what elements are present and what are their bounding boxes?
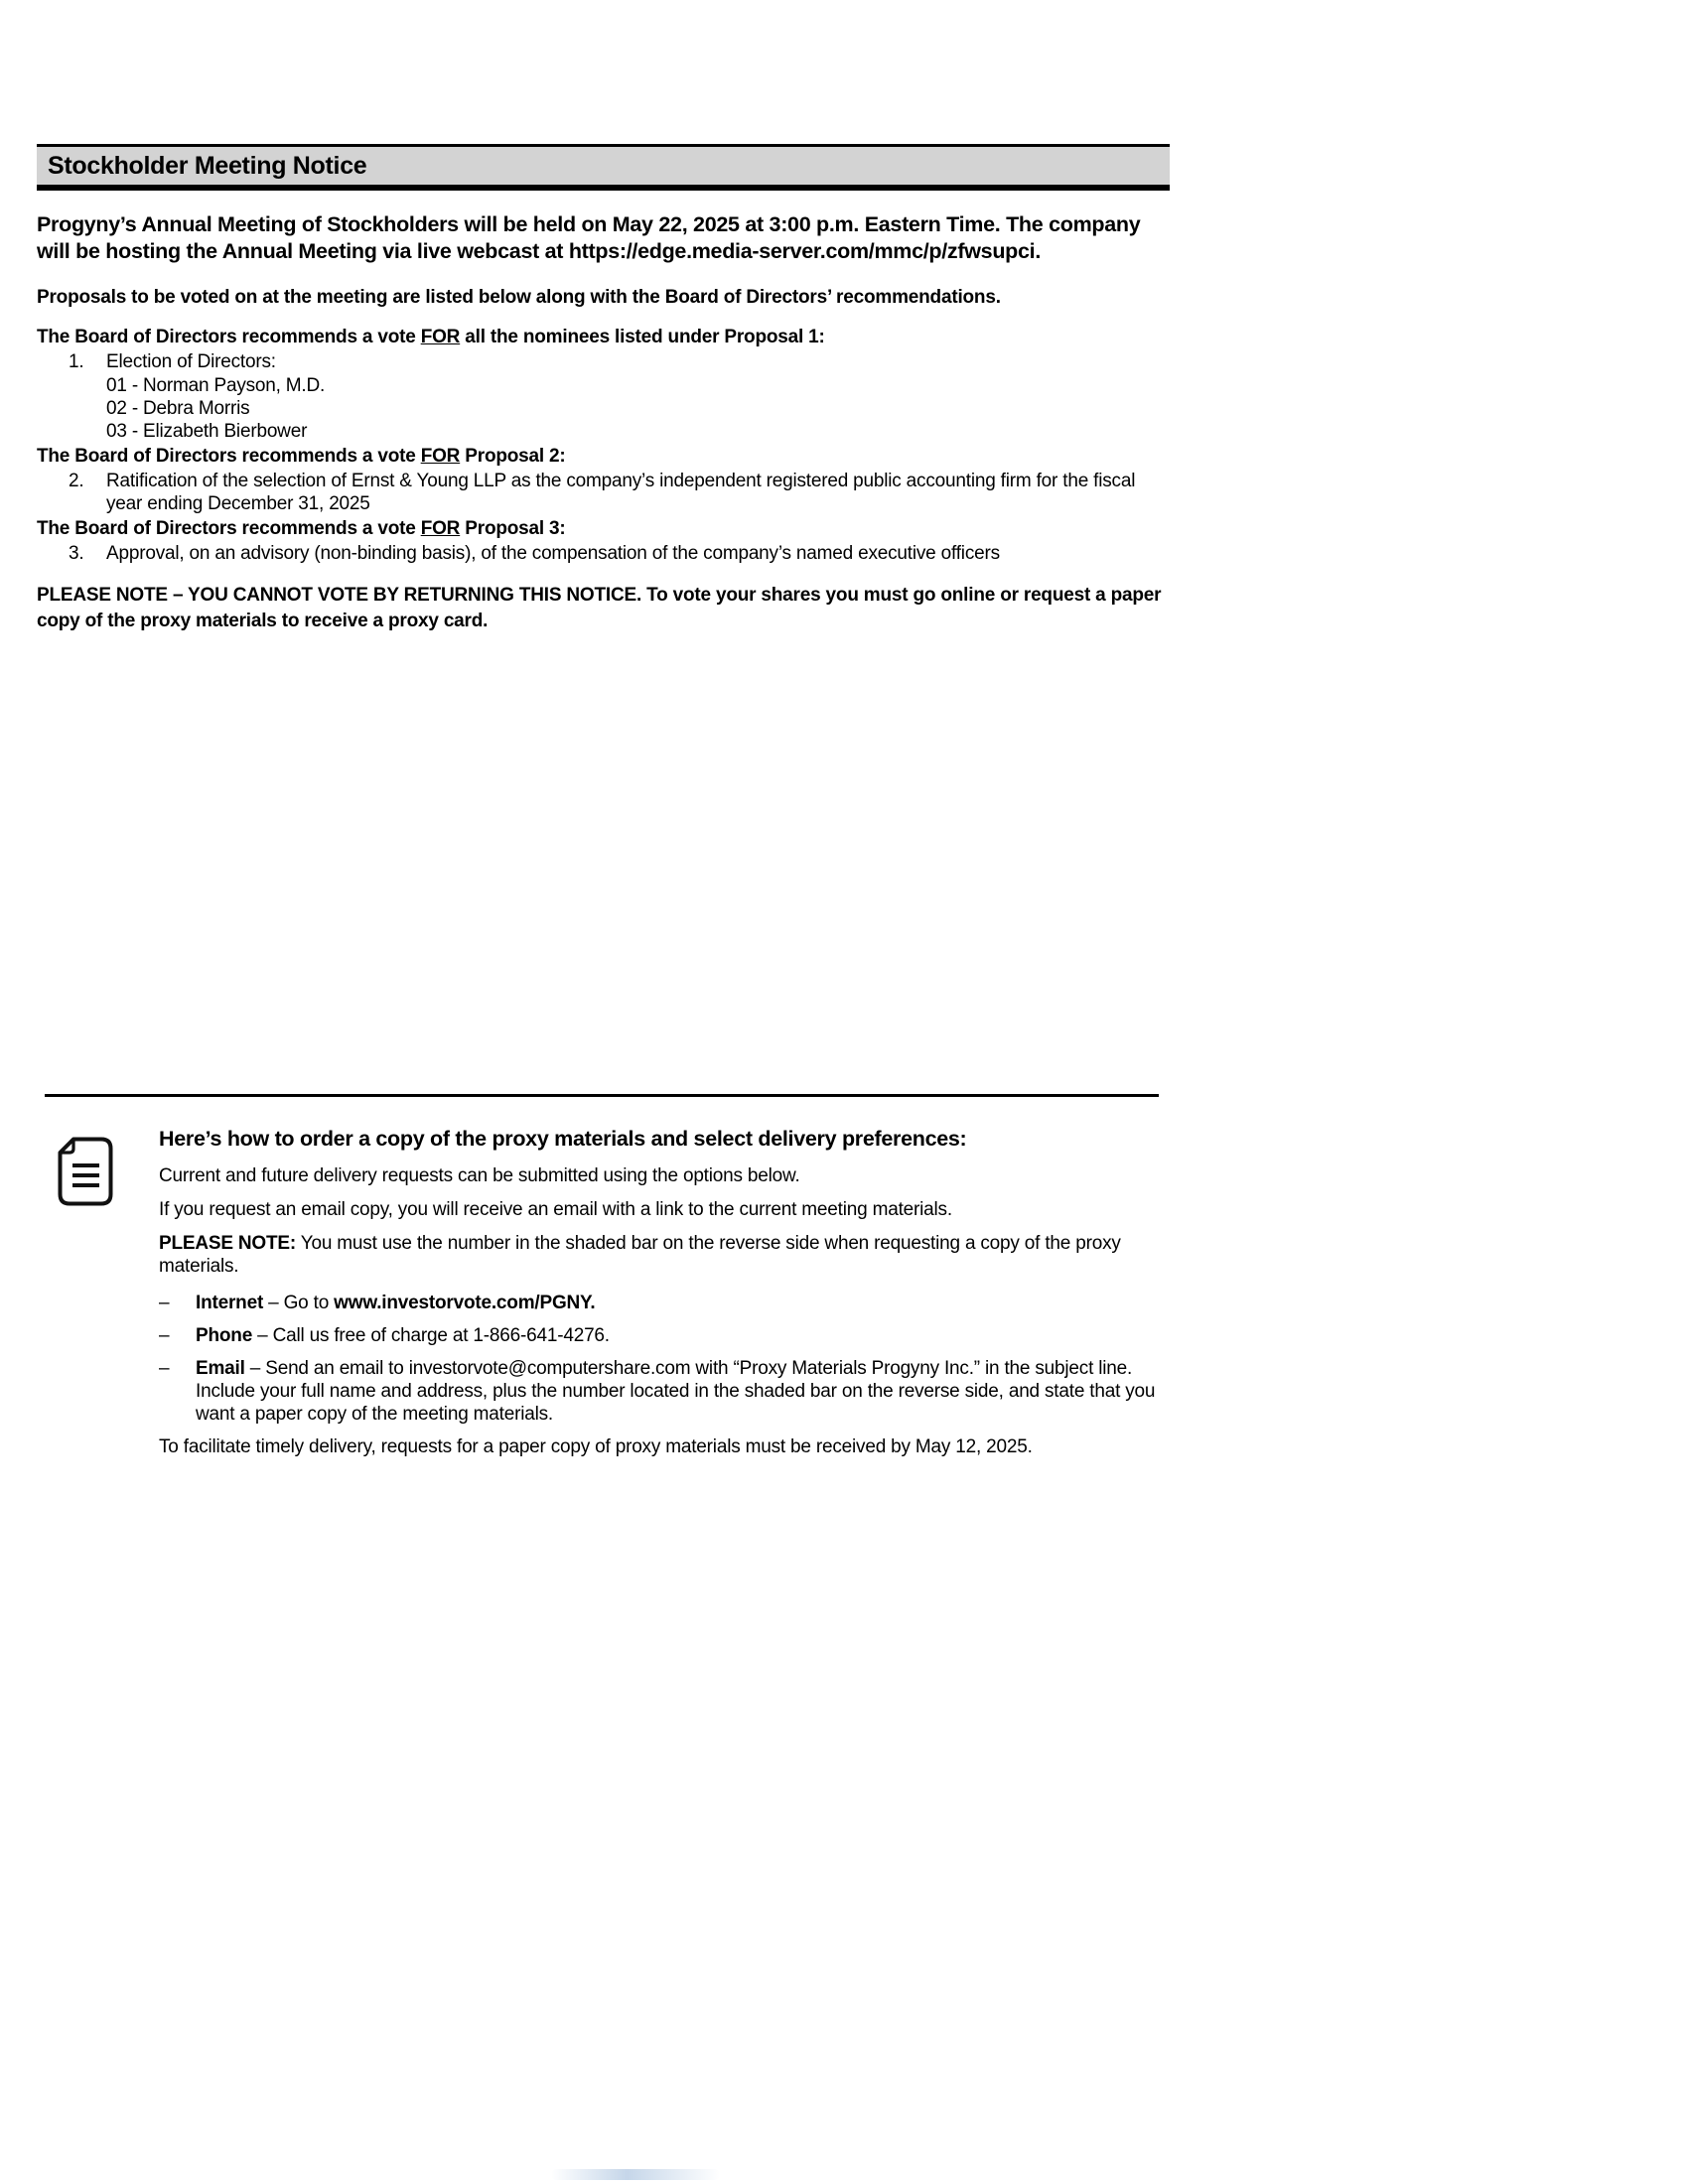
proposal-text: Election of Directors:: [106, 351, 276, 372]
recommendation-text: Proposal 2:: [460, 446, 566, 467]
recommendation-text: Proposal 3:: [460, 518, 566, 539]
order-note-rest: You must use the number in the shaded bar on the reverse side when requesting a copy of the proxy materials.: [159, 1233, 1121, 1277]
proposal-item-2: [37, 470, 1167, 515]
cannot-vote-note-rest: To vote your shares you must go online or request a paper copy of the proxy materials to receive a proxy card.: [37, 585, 1162, 631]
meeting-intro: Progyny’s Annual Meeting of Stockholders will be held on May 22, 2025 at 3:00 p.m. Eastern Time. The company will be hosting the Annual Meeting via live webcast at https://edge.media-server.com/mmc/p/zfwsupci.: [37, 212, 1141, 263]
cannot-vote-note-bold: PLEASE NOTE – YOU CANNOT VOTE BY RETURNING THIS NOTICE.: [37, 585, 642, 606]
option-body: – Go to: [263, 1293, 335, 1313]
vote-for-underline: FOR: [420, 518, 461, 539]
dash-bullet: –: [159, 1293, 170, 1313]
vote-for-underline: FOR: [420, 446, 461, 467]
board-recommendation-3: [37, 517, 1167, 540]
board-recommendation-1: [37, 326, 1167, 348]
order-materials-section: [57, 1128, 1167, 1469]
order-line-2: If you request an email copy, you will receive an email with a link to the current meeting materials.: [159, 1199, 952, 1220]
option-phone: [159, 1324, 1167, 1347]
proposal-text: Ratification of the selection of Ernst & Young LLP as the company’s independent registered public accounting firm for the fiscal year ending December 31, 2025: [106, 471, 1136, 514]
option-phone-text: [196, 1324, 1167, 1347]
option-label: Phone: [196, 1325, 253, 1346]
board-recommendation-2: [37, 445, 1167, 468]
option-internet: [159, 1292, 1167, 1314]
proposal-number: 2.: [69, 471, 84, 491]
order-instructions: [159, 1128, 1167, 1469]
order-line-1: Current and future delivery requests can be submitted using the options below.: [159, 1165, 800, 1186]
order-note-bold: PLEASE NOTE:: [159, 1233, 297, 1254]
nominee-item: 03 - Elizabeth Bierbower: [106, 421, 308, 442]
option-label: Internet: [196, 1293, 264, 1313]
title-bar: [37, 144, 1170, 191]
page-title: Stockholder Meeting Notice: [48, 152, 367, 180]
cannot-vote-note: [37, 583, 1167, 634]
proposal-item-1: [37, 350, 1167, 373]
scan-artifact: [551, 2169, 720, 2180]
recommendation-text: The Board of Directors recommends a vote: [37, 518, 421, 539]
option-label: Email: [196, 1358, 245, 1379]
order-heading: Here’s how to order a copy of the proxy materials and select delivery preferences:: [159, 1127, 967, 1151]
option-email-text: [196, 1357, 1167, 1426]
option-body: – Send an email to investorvote@computershare.com with “Proxy Materials Progyny Inc.” in the subject line. Include your full name and address, plus the number located in the shaded bar on the reverse side, and state that you want a paper copy of the meeting materials.: [196, 1358, 1156, 1425]
option-email: [159, 1357, 1167, 1426]
option-body: – Call us free of charge at 1-866-641-4276.: [252, 1325, 610, 1346]
proposal-item-3: [37, 542, 1167, 565]
deadline-note: To facilitate timely delivery, requests for a paper copy of proxy materials must be received by May 12, 2025.: [159, 1436, 1033, 1457]
recommendation-text: The Board of Directors recommends a vote: [37, 327, 421, 347]
section-divider: [45, 1094, 1159, 1097]
document-icon: [57, 1128, 159, 1469]
recommendation-text: all the nominees listed under Proposal 1:: [460, 327, 825, 347]
nominee-list: [37, 374, 1167, 443]
proposal-number: 3.: [69, 543, 84, 564]
notice-body: [37, 211, 1167, 634]
nominee-item: 02 - Debra Morris: [106, 398, 250, 419]
option-internet-text: [196, 1292, 1167, 1314]
dash-bullet: –: [159, 1358, 170, 1379]
dash-bullet: –: [159, 1325, 170, 1346]
nominee-item: 01 - Norman Payson, M.D.: [106, 375, 326, 396]
recommendation-text: The Board of Directors recommends a vote: [37, 446, 421, 467]
vote-for-underline: FOR: [420, 327, 461, 347]
order-note: [159, 1232, 1167, 1278]
proposal-text: Approval, on an advisory (non-binding basis), of the compensation of the company’s named executive officers: [106, 543, 1000, 564]
proposal-number: 1.: [69, 351, 84, 372]
proposals-intro: Proposals to be voted on at the meeting are listed below along with the Board of Directors’ recommendations.: [37, 287, 1001, 308]
option-url: www.investorvote.com/PGNY.: [334, 1293, 596, 1313]
